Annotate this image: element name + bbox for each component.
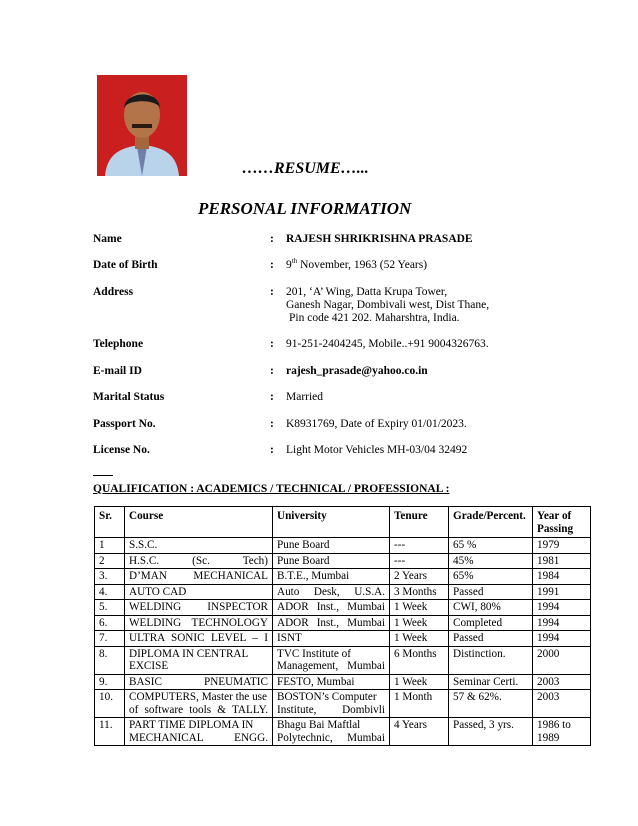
- table-cell-tenure: 2 Years: [390, 569, 449, 585]
- table-cell-university: FESTO, Mumbai: [273, 674, 390, 690]
- colon: :: [270, 259, 274, 271]
- name-label: Name: [93, 233, 122, 245]
- table-cell-university: Bhagu Bai Maftlal Polytechnic, Mumbai: [273, 718, 390, 746]
- table-cell-grade: 65%: [449, 569, 533, 585]
- table-cell-university: ADOR Inst., Mumbai: [273, 615, 390, 631]
- table-cell-tenure: 1 Week: [390, 631, 449, 647]
- table-cell-year: 2003: [533, 674, 591, 690]
- table-cell-tenure: 1 Week: [390, 615, 449, 631]
- table-cell-course: D’MAN MECHANICAL: [125, 569, 273, 585]
- table-cell-grade: CWI, 80%: [449, 600, 533, 616]
- table-row: [95, 538, 591, 554]
- address-line-3: Pin code 421 202. Maharshtra, India.: [289, 312, 460, 324]
- email-value: rajesh_prasade@yahoo.co.in: [286, 365, 428, 377]
- table-cell-tenure: 1 Month: [390, 690, 449, 718]
- table-row: [95, 674, 591, 690]
- column-header: Sr.: [95, 507, 125, 538]
- table-cell-sr: 5.: [95, 600, 125, 616]
- table-row: [95, 600, 591, 616]
- personal-info-heading: PERSONAL INFORMATION: [198, 199, 412, 218]
- table-cell-year: 1994: [533, 615, 591, 631]
- table-cell-course: H.S.C. (Sc. Tech): [125, 553, 273, 569]
- qualification-table: [94, 506, 591, 746]
- table-cell-grade: 57 & 62%.: [449, 690, 533, 718]
- table-cell-university: Pune Board: [273, 538, 390, 554]
- column-header: University: [273, 507, 390, 538]
- name-value: RAJESH SHRIKRISHNA PRASADE: [286, 233, 473, 245]
- table-row: [95, 584, 591, 600]
- colon: :: [270, 286, 274, 298]
- table-cell-year: 1979: [533, 538, 591, 554]
- table-cell-university: ISNT: [273, 631, 390, 647]
- table-cell-grade: Passed: [449, 631, 533, 647]
- table-row: [95, 631, 591, 647]
- table-cell-year: 2000: [533, 646, 591, 674]
- table-cell-year: 1994: [533, 631, 591, 647]
- table-cell-sr: 7.: [95, 631, 125, 647]
- table-cell-sr: 3.: [95, 569, 125, 585]
- table-cell-year: 2003: [533, 690, 591, 718]
- passport-label: Passport No.: [93, 418, 156, 430]
- table-cell-university: TVC Institute of Management, Mumbai: [273, 646, 390, 674]
- table-cell-sr: 4.: [95, 584, 125, 600]
- table-cell-grade: Distinction.: [449, 646, 533, 674]
- colon: :: [270, 365, 274, 377]
- table-cell-tenure: ---: [390, 553, 449, 569]
- table-row: [95, 569, 591, 585]
- qualification-heading: QUALIFICATION : ACADEMICS / TECHNICAL / PROFESSIONAL :: [93, 483, 450, 495]
- table-cell-course: WELDING INSPECTOR: [125, 600, 273, 616]
- colon: :: [270, 233, 274, 245]
- table-cell-sr: 11.: [95, 718, 125, 746]
- colon: :: [270, 444, 274, 456]
- table-row: [95, 615, 591, 631]
- dob-label: Date of Birth: [93, 259, 158, 271]
- table-cell-sr: 9.: [95, 674, 125, 690]
- table-cell-tenure: 1 Week: [390, 600, 449, 616]
- table-cell-university: ADOR Inst., Mumbai: [273, 600, 390, 616]
- column-header: Course: [125, 507, 273, 538]
- address-line-1: 201, ‘A’ Wing, Datta Krupa Tower,: [286, 286, 448, 298]
- table-cell-grade: 45%: [449, 553, 533, 569]
- colon: :: [270, 338, 274, 350]
- column-header: Year of Passing: [533, 507, 591, 538]
- table-cell-course: WELDING TECHNOLOGY: [125, 615, 273, 631]
- table-cell-grade: Completed: [449, 615, 533, 631]
- colon: :: [270, 418, 274, 430]
- profile-photo: [97, 75, 187, 176]
- table-cell-year: 1984: [533, 569, 591, 585]
- dob-day: 9: [286, 259, 292, 271]
- table-cell-sr: 2: [95, 553, 125, 569]
- table-cell-tenure: 3 Months: [390, 584, 449, 600]
- column-header: Tenure: [390, 507, 449, 538]
- marital-label: Marital Status: [93, 391, 165, 403]
- table-cell-tenure: 6 Months: [390, 646, 449, 674]
- address-label: Address: [93, 286, 134, 298]
- table-row: [95, 690, 591, 718]
- resume-title: ……RESUME…...: [242, 160, 369, 177]
- table-row: [95, 553, 591, 569]
- table-cell-course: S.S.C.: [125, 538, 273, 554]
- dob-rest: November, 1963 (52 Years): [297, 259, 428, 271]
- dob-suffix: th: [291, 257, 298, 266]
- marital-value: Married: [286, 391, 324, 403]
- license-value: Light Motor Vehicles MH-03/04 32492: [286, 444, 468, 456]
- divider: [93, 475, 113, 476]
- table-cell-year: 1986 to 1989: [533, 718, 591, 746]
- table-cell-grade: Seminar Certi.: [449, 674, 533, 690]
- table-cell-year: 1981: [533, 553, 591, 569]
- table-cell-sr: 10.: [95, 690, 125, 718]
- table-cell-course: DIPLOMA IN CENTRAL EXCISE: [125, 646, 273, 674]
- table-cell-year: 1991: [533, 584, 591, 600]
- table-cell-sr: 6.: [95, 615, 125, 631]
- table-cell-year: 1994: [533, 600, 591, 616]
- table-cell-grade: Passed: [449, 584, 533, 600]
- table-cell-course: ULTRA SONIC LEVEL – I: [125, 631, 273, 647]
- table-cell-university: B.T.E., Mumbai: [273, 569, 390, 585]
- table-row: [95, 718, 591, 746]
- table-cell-sr: 8.: [95, 646, 125, 674]
- table-row: [95, 646, 591, 674]
- table-cell-grade: 65 %: [449, 538, 533, 554]
- license-label: License No.: [93, 444, 150, 456]
- table-cell-course: COMPUTERS, Master the use of software tools & TALLY.: [125, 690, 273, 718]
- table-cell-tenure: 1 Week: [390, 674, 449, 690]
- telephone-value: 91-251-2404245, Mobile..+91 9004326763.: [286, 338, 489, 350]
- column-header: Grade/Percent.: [449, 507, 533, 538]
- dob-value: [286, 258, 427, 272]
- table-cell-course: AUTO CAD: [125, 584, 273, 600]
- telephone-label: Telephone: [93, 338, 144, 350]
- address-line-2: Ganesh Nagar, Dombivali west, Dist Thane,: [286, 299, 490, 311]
- email-label: E-mail ID: [93, 365, 142, 377]
- table-cell-sr: 1: [95, 538, 125, 554]
- table-cell-course: BASIC PNEUMATIC: [125, 674, 273, 690]
- table-cell-tenure: 4 Years: [390, 718, 449, 746]
- table-cell-university: BOSTON’s Computer Institute, Dombivli: [273, 690, 390, 718]
- table-cell-course: PART TIME DIPLOMA IN MECHANICAL ENGG.: [125, 718, 273, 746]
- table-cell-grade: Passed, 3 yrs.: [449, 718, 533, 746]
- table-header-row: [95, 507, 591, 538]
- table-cell-tenure: ---: [390, 538, 449, 554]
- passport-value: K8931769, Date of Expiry 01/01/2023.: [286, 418, 467, 430]
- table-cell-university: Auto Desk, U.S.A.: [273, 584, 390, 600]
- colon: :: [270, 391, 274, 403]
- table-cell-university: Pune Board: [273, 553, 390, 569]
